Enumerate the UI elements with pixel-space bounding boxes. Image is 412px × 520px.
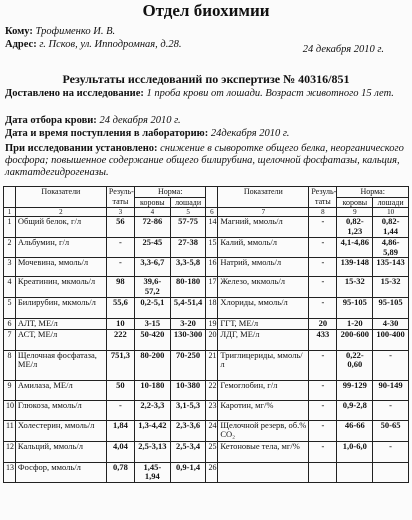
cell-cows: 2,2-3,3 — [135, 400, 171, 420]
table-header-row — [4, 187, 409, 198]
page-title: Отдел биохимии — [142, 1, 270, 20]
cell-result: 4,04 — [106, 441, 134, 462]
cell-num: 26 — [206, 462, 218, 482]
received-value: 24декабря 2010 г. — [210, 128, 290, 139]
cell-cows: 39,6-57,2 — [135, 277, 171, 298]
cell-result: - — [309, 380, 337, 400]
header-indicators-left: Показатели — [15, 187, 106, 208]
cell-cows: 15-32 — [337, 277, 373, 298]
cell-num: 12 — [4, 441, 16, 462]
cell-horses: 90-149 — [373, 380, 409, 400]
cell-num: 10 — [4, 400, 16, 420]
cell-cows: 1,45-1,94 — [135, 462, 171, 482]
cell-num: 8 — [4, 350, 16, 380]
cell-result: 20 — [309, 319, 337, 330]
cell-name — [218, 462, 309, 482]
cell-num: 21 — [206, 350, 218, 380]
cell-name: Калий, ммоль/л — [218, 238, 309, 258]
cell-cows: 139-148 — [337, 258, 373, 277]
table-row — [4, 380, 409, 400]
cell-result: - — [309, 298, 337, 319]
cell-horses: 70-250 — [170, 350, 206, 380]
cell-cows: 4,1-4,86 — [337, 238, 373, 258]
cell-cows: 2,5-3,13 — [135, 441, 171, 462]
cell-result: - — [309, 441, 337, 462]
cell-name: Билирубин, мкмоль/л — [15, 298, 106, 319]
cell-name: Амилаза, МЕ/л — [15, 380, 106, 400]
cell-horses: 57-75 — [170, 217, 206, 238]
header-indicators-right: Показатели — [218, 187, 309, 208]
cell-num: 23 — [206, 400, 218, 420]
sample-date-label: Дата отбора крови: — [5, 115, 97, 126]
cell-result: 50 — [106, 380, 134, 400]
cell-name: Натрий, ммоль/л — [218, 258, 309, 277]
delivered-value: 1 проба крови от лошади. Возраст животного 15 лет. — [146, 88, 394, 99]
cell-horses: 2,3-3,6 — [170, 420, 206, 441]
cell-horses: 135-143 — [373, 258, 409, 277]
address-value: г. Псков, ул. Ипподромная, д.28. — [39, 39, 182, 50]
cell-horses: 10-380 — [170, 380, 206, 400]
cell-num: 17 — [206, 277, 218, 298]
table-row — [4, 329, 409, 350]
received-line — [5, 128, 407, 140]
cell-horses: - — [373, 350, 409, 380]
letter-date: 24 декабря 2010 г. — [302, 44, 384, 55]
cell-horses: 27-38 — [170, 238, 206, 258]
cell-cows: 1,0-6,0 — [337, 441, 373, 462]
cell-result: 0,78 — [106, 462, 134, 482]
cell-num: 1 — [4, 217, 16, 238]
header-cows-right: коровы — [337, 197, 373, 208]
table-row — [4, 441, 409, 462]
address-label: Адрес — [5, 39, 34, 50]
recipient-value: Трофименко И. В. — [35, 26, 116, 37]
sample-date-line — [5, 115, 407, 127]
table-row — [4, 462, 409, 482]
cell-name: Общий белок, г/л — [15, 217, 106, 238]
cell-cows: 25-45 — [135, 238, 171, 258]
column-number: 3 — [106, 208, 134, 217]
cell-horses: 95-105 — [373, 298, 409, 319]
cell-horses: 0,82-1,44 — [373, 217, 409, 238]
table-row — [4, 258, 409, 277]
cell-result: 433 — [309, 329, 337, 350]
report-heading: Результаты исследований по экспертизе № 40316/851 — [62, 72, 350, 86]
cell-cows: 95-105 — [337, 298, 373, 319]
cell-result: 56 — [106, 217, 134, 238]
cell-result: - — [106, 400, 134, 420]
cell-cows: 0,82-1,23 — [337, 217, 373, 238]
cell-result: - — [309, 350, 337, 380]
cell-cows: 72-86 — [135, 217, 171, 238]
cell-cows: 80-200 — [135, 350, 171, 380]
table-row — [4, 420, 409, 441]
cell-cows: 0,9-2,8 — [337, 400, 373, 420]
header-horses-left: лошади — [170, 197, 206, 208]
column-number: 2 — [15, 208, 106, 217]
header-norm-right: Норма: — [337, 187, 409, 198]
cell-horses: - — [373, 441, 409, 462]
cell-result: 10 — [106, 319, 134, 330]
column-number: 5 — [170, 208, 206, 217]
cell-num: 6 — [4, 319, 16, 330]
cell-cows: 46-66 — [337, 420, 373, 441]
cell-result: 1,84 — [106, 420, 134, 441]
cell-name: Холестерин, ммоль/л — [15, 420, 106, 441]
cell-num: 4 — [4, 277, 16, 298]
table-row — [4, 400, 409, 420]
cell-result: 751,3 — [106, 350, 134, 380]
column-number: 1 — [4, 208, 16, 217]
cell-result: - — [309, 277, 337, 298]
cell-num: 18 — [206, 298, 218, 319]
column-number: 6 — [206, 208, 218, 217]
cell-horses: 0,9-1,4 — [170, 462, 206, 482]
cell-horses: - — [373, 400, 409, 420]
header-norm-left: Норма: — [135, 187, 206, 198]
cell-horses: 100-400 — [373, 329, 409, 350]
cell-name: ГГТ, МЕ/л — [218, 319, 309, 330]
cell-cows: 3-15 — [135, 319, 171, 330]
cell-name: Щелочная фосфатаза, МЕ/л — [15, 350, 106, 380]
cell-result: 98 — [106, 277, 134, 298]
cell-horses: 15-32 — [373, 277, 409, 298]
cell-name: Каротин, мг/% — [218, 400, 309, 420]
cell-num: 16 — [206, 258, 218, 277]
cell-num: 2 — [4, 238, 16, 258]
cell-cows: 200-600 — [337, 329, 373, 350]
address-line: Адрес: г. Псков, ул. Ипподромная, д.28. — [5, 39, 182, 50]
recipient-line: Кому: Трофименко И. В. — [5, 26, 116, 37]
cell-name: Кальций, ммоль/л — [15, 441, 106, 462]
cell-horses: 4,86-5,89 — [373, 238, 409, 258]
cell-result: - — [106, 238, 134, 258]
cell-horses: 130-300 — [170, 329, 206, 350]
header-horses-right: лошади — [373, 197, 409, 208]
cell-name: Мочевина, ммоль/л — [15, 258, 106, 277]
findings-value: снижение в сыворотке общего белка, неорганического фосфора; повышенное содержание общего билирубина, щелочной фосфатазы, кальция, лактатдегидрогеназы. — [5, 143, 404, 178]
table-body — [4, 217, 409, 483]
cell-cows — [337, 462, 373, 482]
table-row — [4, 277, 409, 298]
cell-result: - — [309, 258, 337, 277]
cell-name: АСТ, МЕ/л — [15, 329, 106, 350]
cell-result: - — [309, 217, 337, 238]
table-row — [4, 319, 409, 330]
cell-name: Магний, ммоль/л — [218, 217, 309, 238]
recipient-label: Кому — [5, 26, 30, 37]
cell-result: - — [309, 420, 337, 441]
cell-num: 3 — [4, 258, 16, 277]
cell-result: 55,6 — [106, 298, 134, 319]
cell-num: 25 — [206, 441, 218, 462]
cell-horses: 5,4-51,4 — [170, 298, 206, 319]
cell-name: АЛТ, МЕ/л — [15, 319, 106, 330]
cell-name: Хлориды, ммоль/л — [218, 298, 309, 319]
cell-horses: 3,1-5,3 — [170, 400, 206, 420]
cell-name: Гемоглобин, г/л — [218, 380, 309, 400]
column-number: 9 — [337, 208, 373, 217]
cell-horses: 4-30 — [373, 319, 409, 330]
cell-name: Щелочной резерв, об.% CO₂ — [218, 420, 309, 441]
cell-horses: 3-20 — [170, 319, 206, 330]
cell-cows: 0,22-0,60 — [337, 350, 373, 380]
column-number: 10 — [373, 208, 409, 217]
cell-num: 24 — [206, 420, 218, 441]
column-number: 4 — [135, 208, 171, 217]
cell-name: Фосфор, ммоль/л — [15, 462, 106, 482]
table-row — [4, 298, 409, 319]
table-row — [4, 350, 409, 380]
cell-name: ЛДГ, МЕ/л — [218, 329, 309, 350]
cell-cows: 0,2-5,1 — [135, 298, 171, 319]
results-table — [3, 186, 409, 483]
table-row — [4, 238, 409, 258]
cell-name: Железо, мкмоль/л — [218, 277, 309, 298]
cell-num: 13 — [4, 462, 16, 482]
delivered-label: Доставлено на исследование: — [5, 88, 144, 99]
cell-num: 7 — [4, 329, 16, 350]
column-number: 7 — [218, 208, 309, 217]
cell-cows: 1,3-4,42 — [135, 420, 171, 441]
cell-cows: 1-20 — [337, 319, 373, 330]
cell-cows: 50-420 — [135, 329, 171, 350]
cell-num: 9 — [4, 380, 16, 400]
cell-cows: 99-129 — [337, 380, 373, 400]
table-row — [4, 217, 409, 238]
delivered-line — [5, 88, 407, 100]
cell-num: 20 — [206, 329, 218, 350]
cell-horses: 50-65 — [373, 420, 409, 441]
cell-name: Кетоновые тела, мг/% — [218, 441, 309, 462]
cell-name: Креатинин, мкмоль/л — [15, 277, 106, 298]
cell-cows: 10-180 — [135, 380, 171, 400]
cell-result — [309, 462, 337, 482]
cell-name: Альбумин, г/л — [15, 238, 106, 258]
cell-horses: 80-180 — [170, 277, 206, 298]
cell-name: Глюкоза, ммоль/л — [15, 400, 106, 420]
header-results-right: Резуль-таты — [309, 187, 337, 208]
cell-result: - — [309, 238, 337, 258]
column-number: 8 — [309, 208, 337, 217]
cell-num: 19 — [206, 319, 218, 330]
sample-date-value: 24 декабря 2010 г. — [99, 115, 181, 126]
received-label: Дата и время поступления в лабораторию: — [5, 128, 209, 139]
cell-num: 14 — [206, 217, 218, 238]
cell-num: 22 — [206, 380, 218, 400]
cell-result: 222 — [106, 329, 134, 350]
cell-result: - — [309, 400, 337, 420]
cell-horses: 2,5-3,4 — [170, 441, 206, 462]
column-number-row — [4, 208, 409, 217]
cell-num: 15 — [206, 238, 218, 258]
findings-label: При исследовании установлено: — [5, 143, 158, 154]
header-cows-left: коровы — [135, 197, 171, 208]
cell-name: Триглицериды, ммоль/л — [218, 350, 309, 380]
cell-horses: 3,3-5,8 — [170, 258, 206, 277]
cell-num: 5 — [4, 298, 16, 319]
cell-cows: 3,3-6,7 — [135, 258, 171, 277]
header-results-left: Резуль-таты — [106, 187, 134, 208]
cell-num: 11 — [4, 420, 16, 441]
cell-horses — [373, 462, 409, 482]
cell-result: - — [106, 258, 134, 277]
findings-paragraph — [5, 143, 407, 179]
